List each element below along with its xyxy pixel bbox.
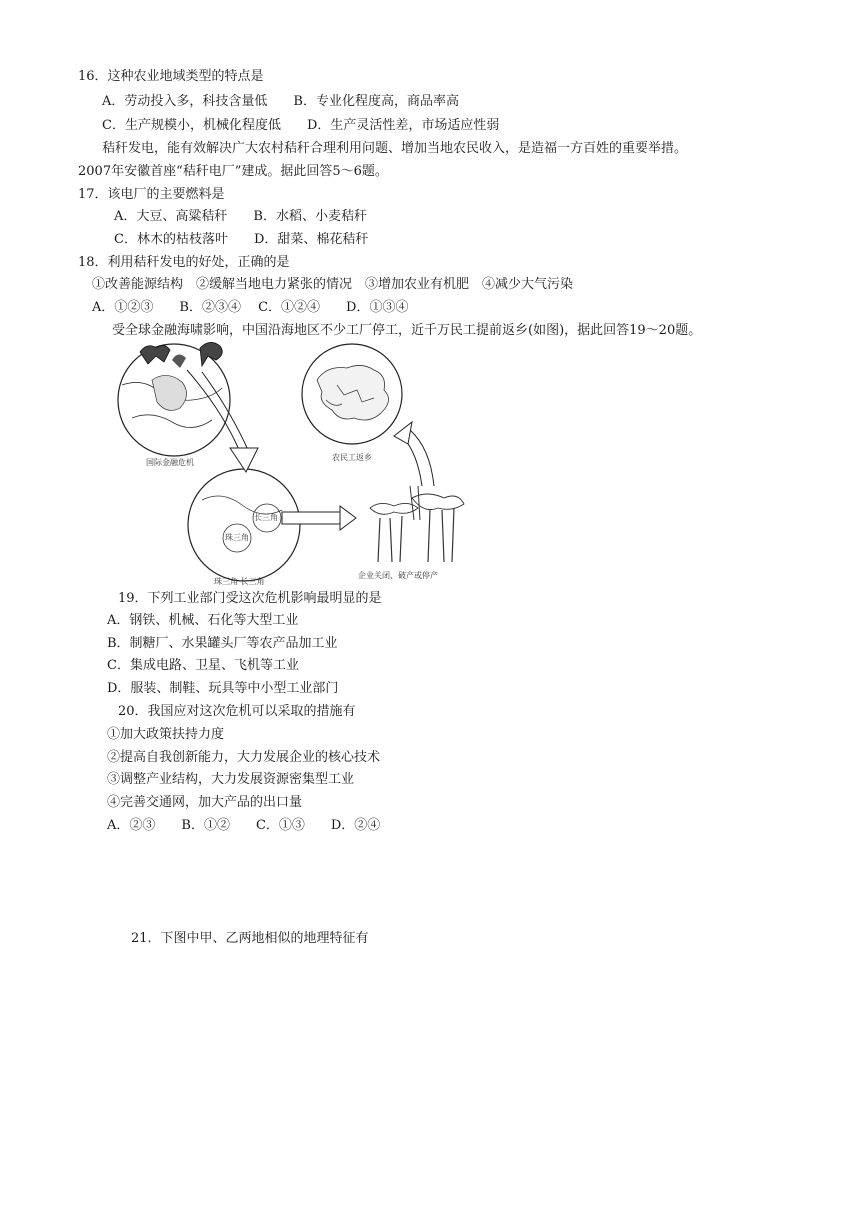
label-yrd: 长三角 xyxy=(254,513,278,522)
q20-options: A．②③ B．①② C．①③ D．②④ xyxy=(107,818,381,833)
q20-item-2: ②提高自我创新能力，大力发展企业的核心技术 xyxy=(107,750,381,765)
q16-options-cd: C．生产规模小，机械化程度低 D．生产灵活性差，市场适应性弱 xyxy=(102,118,500,133)
closed-factories-drawing xyxy=(370,486,464,562)
globe-deltas xyxy=(188,469,300,581)
crisis-illustration xyxy=(112,340,472,585)
q21-stem: 21．下图中甲、乙两地相似的地理特征有 xyxy=(131,931,369,946)
globe-financial-crisis xyxy=(118,342,230,456)
q20-stem: 20．我国应对这次危机可以采取的措施有 xyxy=(118,704,356,719)
q19-stem: 19．下列工业部门受这次危机影响最明显的是 xyxy=(118,591,382,606)
globe-china-map xyxy=(302,344,402,444)
q18-stem: 18．利用秸秆发电的好处，正确的是 xyxy=(78,255,290,270)
q18-items: ①改善能源结构 ②缓解当地电力紧张的情况 ③增加农业有机肥 ④减少大气污染 xyxy=(92,277,574,292)
passage1-line2: 2007年安徽首座“秸秆电厂”建成。据此回答5～6题。 xyxy=(78,164,388,179)
q18-options: A．①②③ B．②③④ C．①②④ D．①③④ xyxy=(92,300,409,315)
q19-option-a: A．钢铁、机械、石化等大型工业 xyxy=(107,613,299,628)
q17-stem: 17．该电厂的主要燃料是 xyxy=(78,187,225,202)
q16-stem: 16．这种农业地域类型的特点是 xyxy=(78,69,264,84)
label-financial-crisis: 国际金融危机 xyxy=(146,458,194,467)
q19-option-b: B．制糖厂、水果罐头厂等农产品加工业 xyxy=(107,636,338,651)
label-migrant-return: 农民工返乡 xyxy=(332,453,372,462)
passage1-line1: 秸秆发电，能有效解决广大农村秸秆合理利用问题、增加当地农民收入，是造福一方百姓的重要举措。 xyxy=(102,141,688,156)
arrow-factories-to-china xyxy=(394,422,434,486)
q19-option-c: C．集成电路、卫星、飞机等工业 xyxy=(107,658,299,673)
label-prd: 珠三角 xyxy=(225,533,249,542)
q19-option-d: D．服装、制鞋、玩具等中小型工业部门 xyxy=(107,681,339,696)
q20-item-4: ④完善交通网，加大产品的出口量 xyxy=(107,795,303,810)
q17-options-cd: C．林木的枯枝落叶 D．甜菜、棉花秸秆 xyxy=(114,232,369,247)
passage-financial-crisis: 受全球金融海啸影响，中国沿海地区不少工厂停工，近千万民工提前返乡(如图)，据此回答19～20题。 xyxy=(112,323,702,338)
q16-options-ab: A．劳动投入多，科技含量低 B．专业化程度高，商品率高 xyxy=(102,94,459,109)
q20-item-3: ③调整产业结构，大力发展资源密集型工业 xyxy=(107,772,355,787)
q20-item-1: ①加大政策扶持力度 xyxy=(107,727,225,742)
q17-options-ab: A．大豆、高粱秸秆 B．水稻、小麦秸秆 xyxy=(114,209,367,224)
label-factories-closed: 企业关闭、破产或停产 xyxy=(358,571,438,580)
label-deltas: 珠三角 长三角 xyxy=(214,577,265,585)
